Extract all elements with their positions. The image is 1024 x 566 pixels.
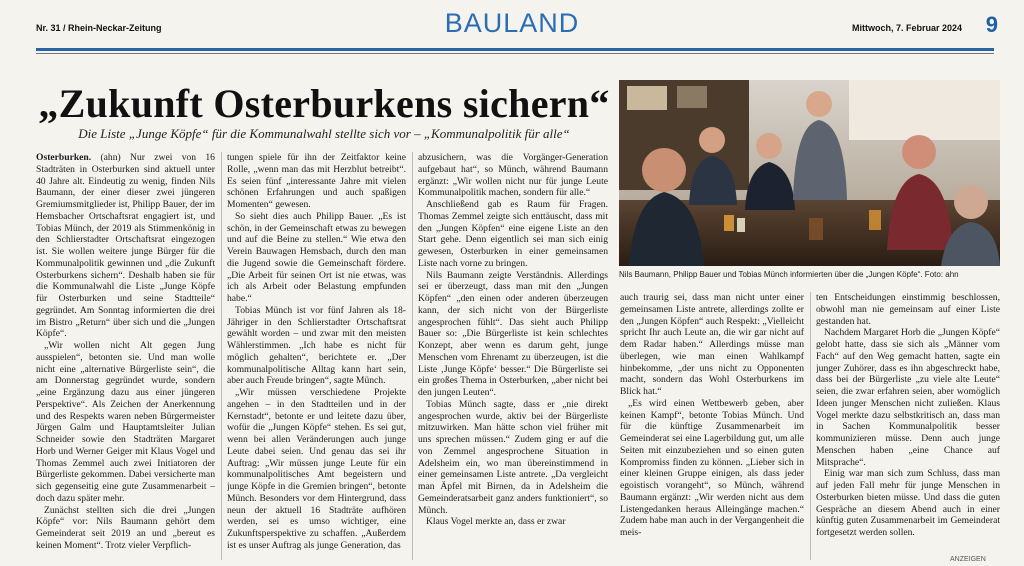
article-paragraph: Nils Baumann zeigte Verständnis. Allerdings sei er überzeugt, dass man mit den „Jungen Köpfen“ „den einen oder anderen überzeugen kann, der sich nicht von der Bürgerliste angesprochen fühlt“. Das sieht auch Philipp Bauer so: „Die Bürgerliste ist kein schlechtes Konzept, aber wenn es darum geht, junge Menschen vom Ehrenamt zu überzeugen, ist die Liste ‚Junge Köpfe‘ besser.“ Die Bürgerliste sei ein großes Thema in Osterburken, „aber nicht bei den jungen Leuten“.	[418, 269, 608, 398]
masthead-thin-rule	[36, 53, 994, 54]
article-paragraph: Nachdem Margaret Horb die „Jungen Köpfe“ gelobt hatte, dass sie sich als „Männer vom Fach“ auf den Weg gemacht hatten, sagte ein junger Zuhörer, dass es ihn abgeschreckt habe, dass bei der Bürgerliste „zu viele alte Leute“ seien, die zwar erfahren seien, aber womöglich Ideen junger Menschen nicht zuließen. Klaus Vogel merkte dazu selbstkritisch an, dass man in Sachen Kommunalpolitik besser kommunizieren müsse. Denn auch junge Menschen haben „eine Chance auf Mitsprache“.	[816, 327, 1000, 468]
issue-date: Mittwoch, 7. Februar 2024	[851, 23, 962, 33]
issue-label: Nr. 31 / Rhein-Neckar-Zeitung	[36, 23, 162, 33]
article-paragraph: „Wir müssen verschiedene Projekte angehen – in den Stadtteilen und in der Kernstadt“, betonte er und leitete dazu über, wofür die „Jungen Köpfe“ stehen. Es sei gut, wenn bei allen Veränderungen auch junge Leute dabei seien. Und genau das sei ihr Auftrag: „Wir müssen junge Leute für ein kommunalpolitisches Amt begeistern und junge Köpfe in die Gremien bringen“, betonte Münch. Besonders vor dem Hintergrund, dass neun der aktuell 16 Stadträte aufhören werden, sei es umso wichtiger, eine Zukunftsperspektive zu schaffen. „Außerdem ist es unser Auftrag als junge Generation, das	[227, 387, 406, 551]
article-paragraph: Zunächst stellten sich die drei „Jungen Köpfe“ vor: Nils Baumann gehört dem Gemeinderat seit 2019 an und „bereut es keinen Moment“. Trotz vieler Verpflich-	[36, 504, 215, 551]
article-paragraph: Einig war man sich zum Schluss, dass man auf jeden Fall mehr für junge Menschen in Osterburken bieten müsse. Und dass die guten Gespräche an diesem Abend auch in einer künftig guten Zusammenarbeit im Gemeinderat fortgesetzt werden sollen.	[816, 468, 1000, 538]
column-divider	[412, 152, 413, 560]
photo-caption: Nils Baumann, Philipp Bauer und Tobias Münch informierten über die „Jungen Köpfe“. Foto: ahn	[619, 270, 959, 279]
article-paragraph: Tobias Münch ist vor fünf Jahren als 18-Jähriger in den Schlierstadter Ortschaftsrat gewählt worden – und zwar mit den meisten Wählerstimmen. „Ich habe es nicht für möglich gehalten“, berichtete er. „Der kommunalpolitische Alltag kann hart sein, aber auch Freude bringen“, sagte Münch.	[227, 304, 406, 387]
masthead-rule	[36, 48, 994, 51]
column-divider	[221, 152, 222, 560]
article-paragraph: Anschließend gab es Raum für Fragen. Thomas Zemmel zeigte sich enttäuscht, dass mit den „Jungen Köpfen“ eine eigene Liste an den Start gehe. Denn eigentlich sei man sich einig gewesen, Osterburken in einer gemeinsamen Liste nach vorne zu bringen.	[418, 199, 608, 269]
article-paragraph: Tobias Münch sagte, dass er „nie direkt angesprochen wurde, aktiv bei der Bürgerliste mitzuwirken. Man hätte schon viel früher mit uns sprechen müssen.“ Zudem ging er auf die von Zemmel angesprochene Situation in Adelsheim ein, wo man übereinstimmend in einer gemeinsamen Liste antrete. „Da vergleicht man Äpfel mit Birnen, da in Adelsheim die Gemeinderatsarbeit ganz anders funktioniert“, so Münch.	[418, 398, 608, 516]
article-column-4	[620, 292, 804, 564]
column-divider	[810, 292, 811, 560]
article-column-2	[227, 152, 406, 564]
article-paragraph: tungen spiele für ihn der Zeitfaktor keine Rolle, „wenn man das mit Herzblut betreibt“. Es seien fünf „interessante Jahre mit vielen schönen Erfahrungen und auch spaßigen Momenten“ gewesen.	[227, 152, 406, 210]
article-paragraph: abzusichern, was die Vorgänger-Generation aufgebaut hat“, so Münch, während Baumann ergänzt: „Wir wollen nicht nur für junge Leute Kommunalpolitik machen, sondern für alle.“	[418, 152, 608, 199]
article-headline: „Zukunft Osterburkens sichern“	[38, 81, 610, 126]
dateline: Osterburken.	[36, 152, 92, 163]
article-photo	[619, 80, 1000, 266]
article-paragraph: „Wir wollen nicht Alt gegen Jung ausspielen“, betonten sie. Und man wolle nicht eine „alternative Bürgerliste sein“, die am Donnerstag gegründet wurde, sondern „eine Ergänzung dazu aus einer jüngeren Perspektive“. Als Zeichen der Anerkennung und des Respekts waren neben Bürgermeister Jürgen Galm und Hauptamtsleiter Julian Schneider sowie den Stadträten Margaret Horb und Werner Geiger mit Klaus Vogel und Thomas Zemmel auch zwei Initiatoren der Bürgerliste gekommen. Dabei versicherte man sich gegenseitig eine gute Zusammenarbeit – doch dazu später mehr.	[36, 340, 215, 504]
article-paragraph	[36, 152, 215, 340]
article-column-5	[816, 292, 1000, 554]
article-paragraph: auch traurig sei, dass man nicht unter einer gemeinsamen Liste antrete, allerdings zollte er den „Jungen Köpfen“ auch Respekt: „Vielleicht spricht Ihr auch Leute an, die wir gar nicht auf dem Radar haben.“ Allerdings müsse man überlegen, wie man einen Wahlkampf hinbekomme, „der uns nicht zu Opponenten macht, sondern das Wohl Osterburkens im Blick hat.“	[620, 292, 804, 397]
article-subhead: Die Liste „Junge Köpfe“ für die Kommunalwahl stellte sich vor – „Kommunalpolitik für alle“	[78, 126, 570, 141]
article-column-3	[418, 152, 608, 564]
paragraph-text: (ahn) Nur zwei von 16 Stadträten in Osterburken sind aktuell unter 40 Jahre alt. Eindeutig zu wenig, finden Nils Baumann, der einer dieser zwei jüngeren Gremiumsmitglieder ist, Philipp Bauer, der im Hemsbacher Ortschaftsrat engagiert ist, und Tobias Münch, der 2019 als Stimmenkönig in den Schlierstadter Ortschaftsrat eingezogen ist. Sie wollen weitere junge Bürger für die Kommunalpolitik gewinnen und „die Zukunft Osterburkens sichern“. Deshalb haben sie für die Kommunalwahl die Liste „Junge Köpfe für Osterburken und seine Stadtteile“ gegründet. Am Sonntag informierten die drei im Bistro „Return“ über sich und die „Jungen Köpfe“.	[36, 152, 215, 340]
ad-label: ANZEIGEN	[950, 556, 986, 563]
photo-illustration	[619, 80, 1000, 266]
section-title: BAULAND	[444, 8, 580, 38]
article-paragraph: ten Entscheidungen einstimmig beschlossen, obwohl man nie gemeinsam auf einer Liste gestanden hat.	[816, 292, 1000, 327]
article-paragraph: Klaus Vogel merkte an, dass er zwar	[426, 516, 566, 528]
article-paragraph: So sieht dies auch Philipp Bauer. „Es ist schön, in der Gemeinschaft etwas zu bewegen und auf die Beine zu stellen.“ Wie etwa den Verein Bauwagen Hemsbach, durch den man die Jugend sowie die Gemeinschaft fördere. „Die Arbeit für seinen Ort ist nie etwas, was ich als Arbeit oder Belastung empfunden habe.“	[227, 210, 406, 304]
article-paragraph: „Es wird einen Wettbewerb geben, aber keinen Kampf“, betonte Tobias Münch. Und für die künftige Zusammenarbeit im Gemeinderat sei eine Lagerbildung gut, um alle Seiten mit einzubeziehen und so einen guten Kompromiss finden zu können. „Lieber sich in einer kleinen Gruppe einigen, als dass jeder egoistisch vorangeht“, so Münch, während Baumann ergänzt: „Wir werden nicht aus dem Listengedanken heraus Alleingänge machen.“ Zudem habe man auch in der Vergangenheit die meis-	[620, 397, 804, 538]
article-column-1	[36, 152, 215, 564]
page-number: 9	[985, 12, 998, 37]
